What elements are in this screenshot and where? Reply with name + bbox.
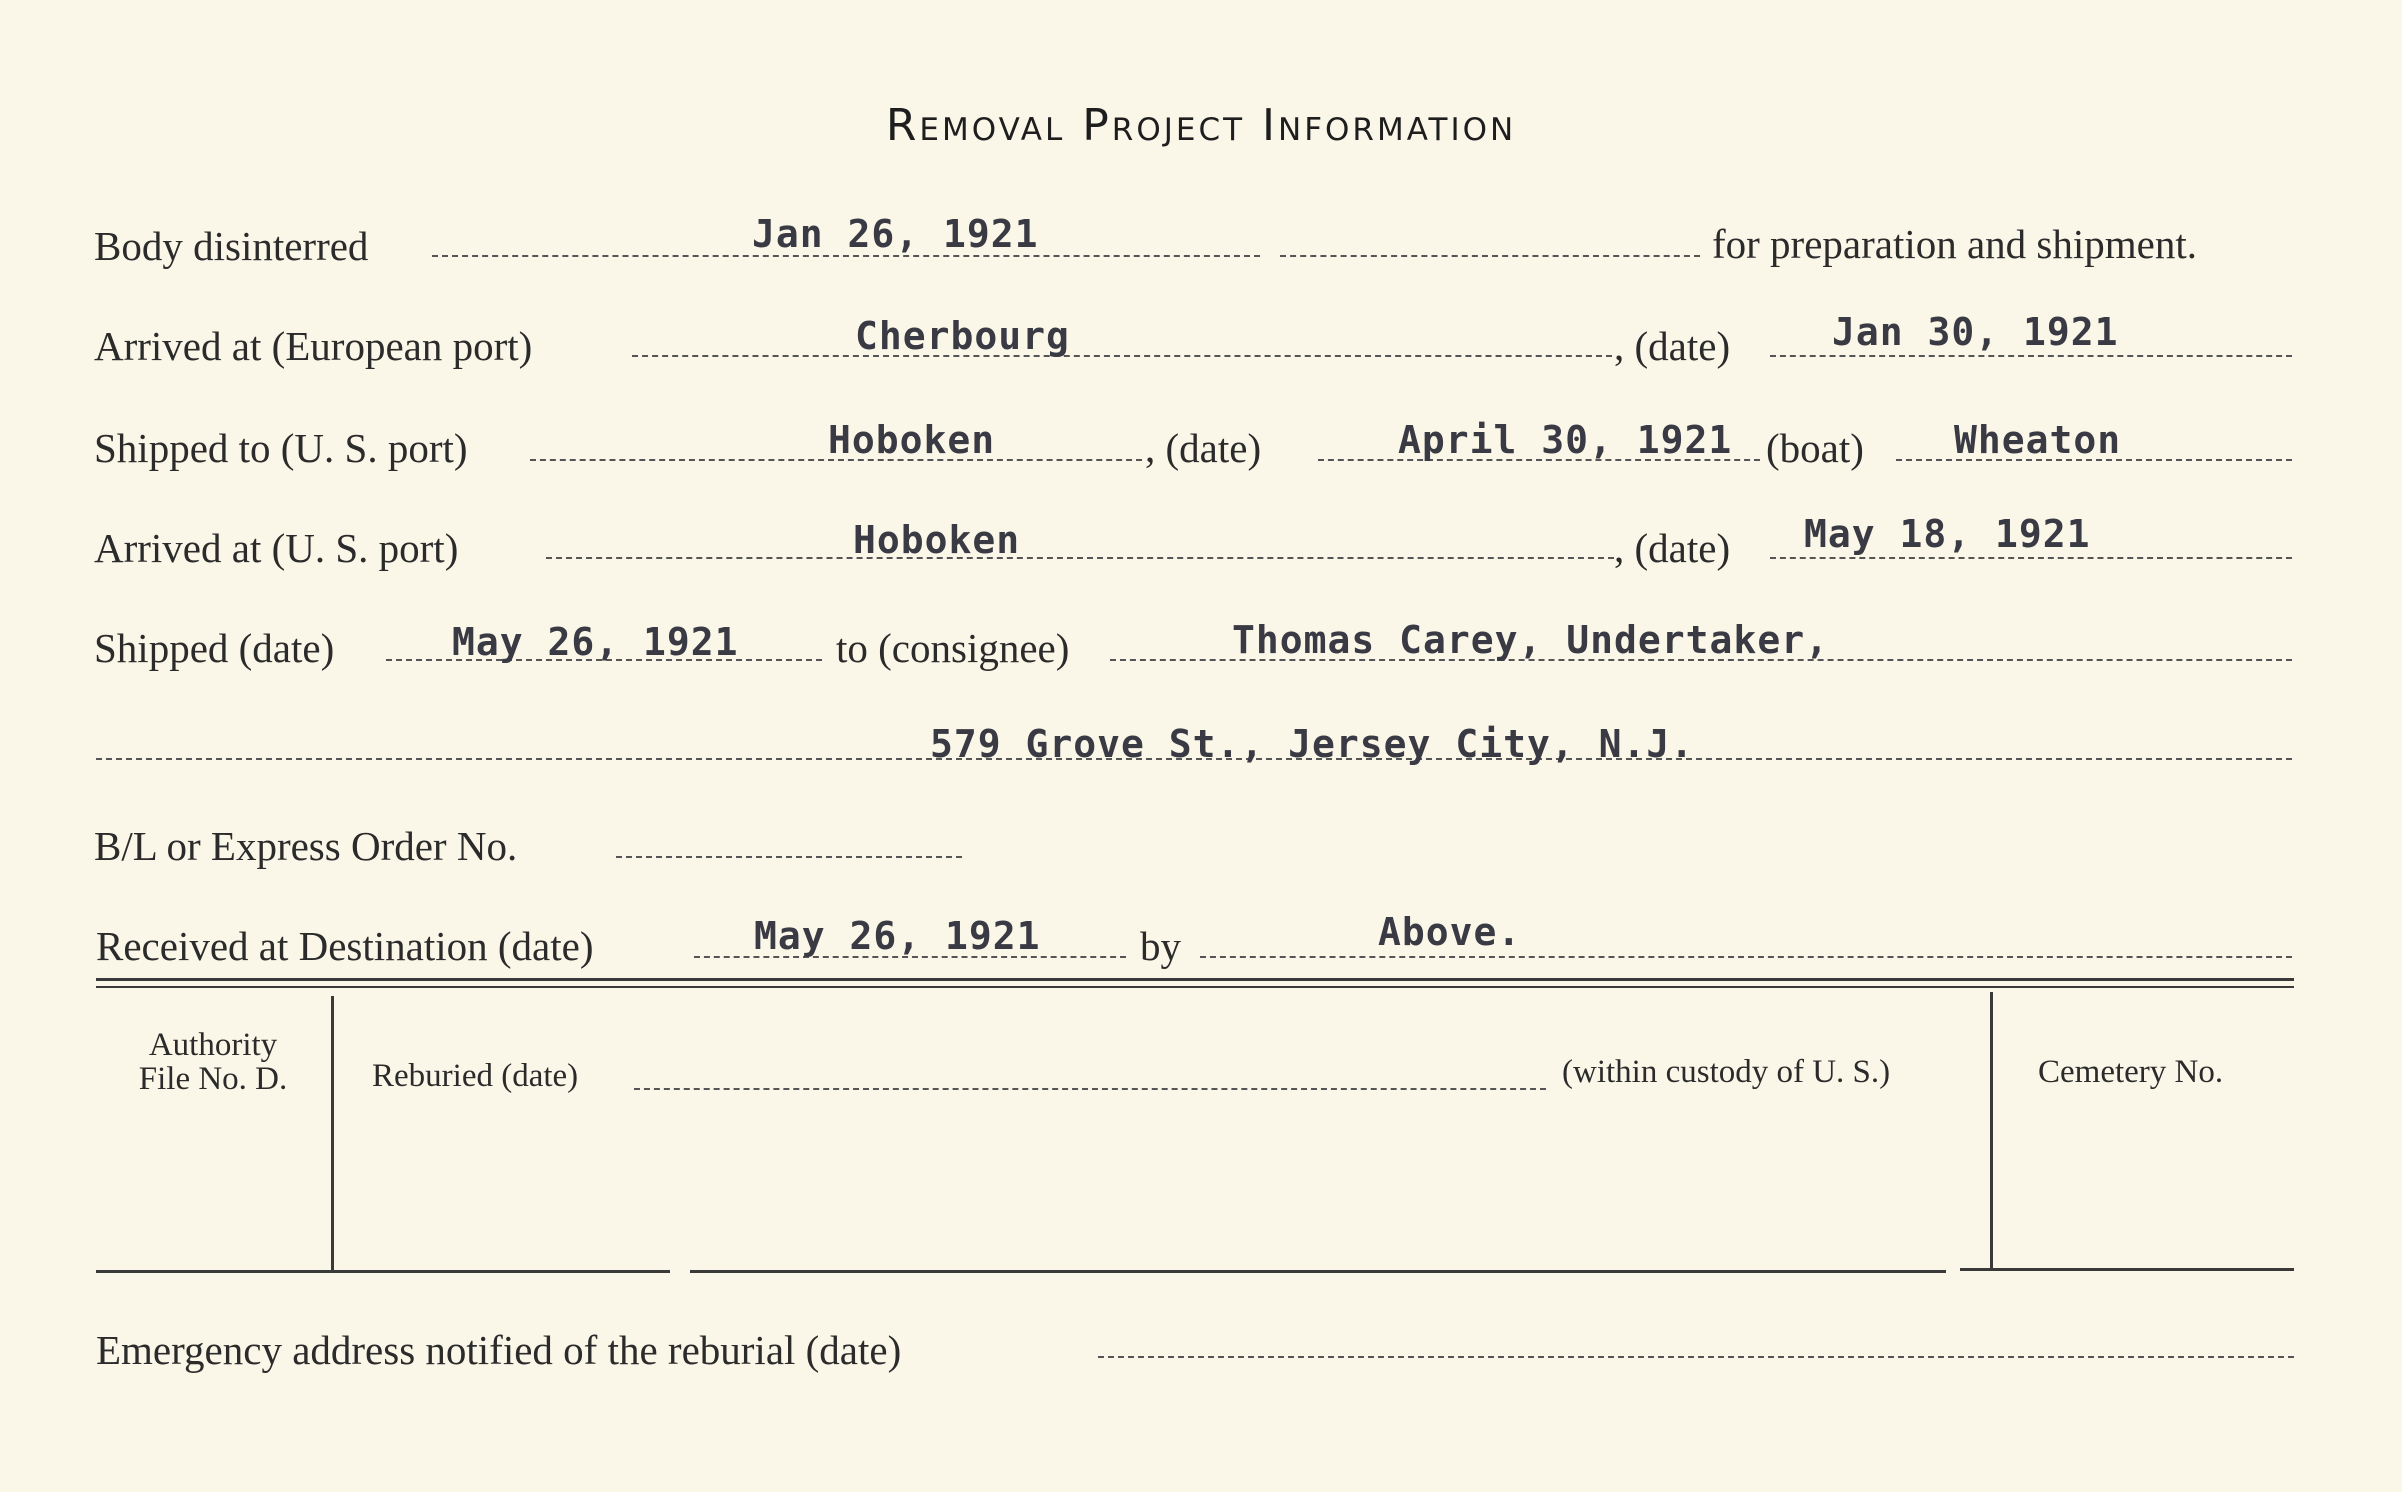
authority-divider <box>331 996 334 1270</box>
preparation-shipment-label: for preparation and shipment. <box>1712 221 2198 267</box>
emergency-label: Emergency address notified of the reburial (date) <box>96 1327 902 1373</box>
received-by-value[interactable]: Above. <box>1378 910 1522 954</box>
emergency-line <box>1098 1356 2294 1358</box>
custody-label: (within custody of U. S.) <box>1562 1054 1891 1090</box>
arrived-european-date-label: , (date) <box>1614 323 1731 369</box>
received-by-label: by <box>1140 923 1181 969</box>
authority-file-label <box>96 1028 330 1096</box>
reburied-line <box>634 1088 1546 1090</box>
arrived-us-port-line <box>546 557 1614 559</box>
body-disinterred-label: Body disinterred <box>94 223 369 269</box>
arrived-european-port-value[interactable]: Cherbourg <box>855 314 1070 358</box>
consignee-label: to (consignee) <box>836 625 1070 671</box>
arrived-european-port-label: Arrived at (European port) <box>94 323 533 369</box>
table-bottom-rule-2 <box>690 1270 1946 1273</box>
consignee-address[interactable]: 579 Grove St., Jersey City, N.J. <box>930 722 1695 766</box>
shipped-date-value[interactable]: May 26, 1921 <box>452 620 739 664</box>
body-disinterred-line-2 <box>1280 255 1700 257</box>
received-date-value[interactable]: May 26, 1921 <box>754 914 1041 958</box>
reburied-label: Reburied (date) <box>372 1058 579 1094</box>
received-label: Received at Destination (date) <box>96 923 594 969</box>
received-by-line <box>1200 956 2292 958</box>
bl-order-label: B/L or Express Order No. <box>94 823 518 869</box>
cemetery-divider <box>1990 992 1993 1268</box>
table-top-rule-2 <box>96 986 2294 988</box>
shipped-us-date-value[interactable]: April 30, 1921 <box>1398 418 1733 462</box>
boat-label: (boat) <box>1766 425 1864 471</box>
file-no-label: File No. D. <box>138 1061 288 1097</box>
arrived-us-port-value[interactable]: Hoboken <box>853 518 1021 562</box>
bl-order-line <box>616 856 962 858</box>
arrived-us-date-label: , (date) <box>1614 525 1731 571</box>
body-disinterred-date[interactable]: Jan 26, 1921 <box>752 212 1039 256</box>
shipped-us-date-label: , (date) <box>1145 425 1262 471</box>
arrived-us-date-line <box>1770 557 2292 559</box>
shipped-us-port-value[interactable]: Hoboken <box>828 418 996 462</box>
arrived-european-date-value[interactable]: Jan 30, 1921 <box>1832 310 2119 354</box>
arrived-european-date-line <box>1770 355 2292 357</box>
table-bottom-rule-1 <box>96 1270 670 1273</box>
authority-label: Authority <box>148 1027 278 1063</box>
table-top-rule-1 <box>96 978 2294 981</box>
consignee-value[interactable]: Thomas Carey, Undertaker, <box>1232 618 1829 662</box>
shipped-us-port-label: Shipped to (U. S. port) <box>94 425 468 471</box>
table-bottom-rule-3 <box>1960 1268 2294 1271</box>
shipped-date-label: Shipped (date) <box>94 625 335 671</box>
arrived-us-date-value[interactable]: May 18, 1921 <box>1804 512 2091 556</box>
arrived-us-port-label: Arrived at (U. S. port) <box>94 525 459 571</box>
card-title: Removal Project Information <box>885 100 1517 151</box>
cemetery-no-label: Cemetery No. <box>2038 1054 2224 1090</box>
arrived-european-port-line <box>632 355 1612 357</box>
boat-value[interactable]: Wheaton <box>1954 418 2122 462</box>
